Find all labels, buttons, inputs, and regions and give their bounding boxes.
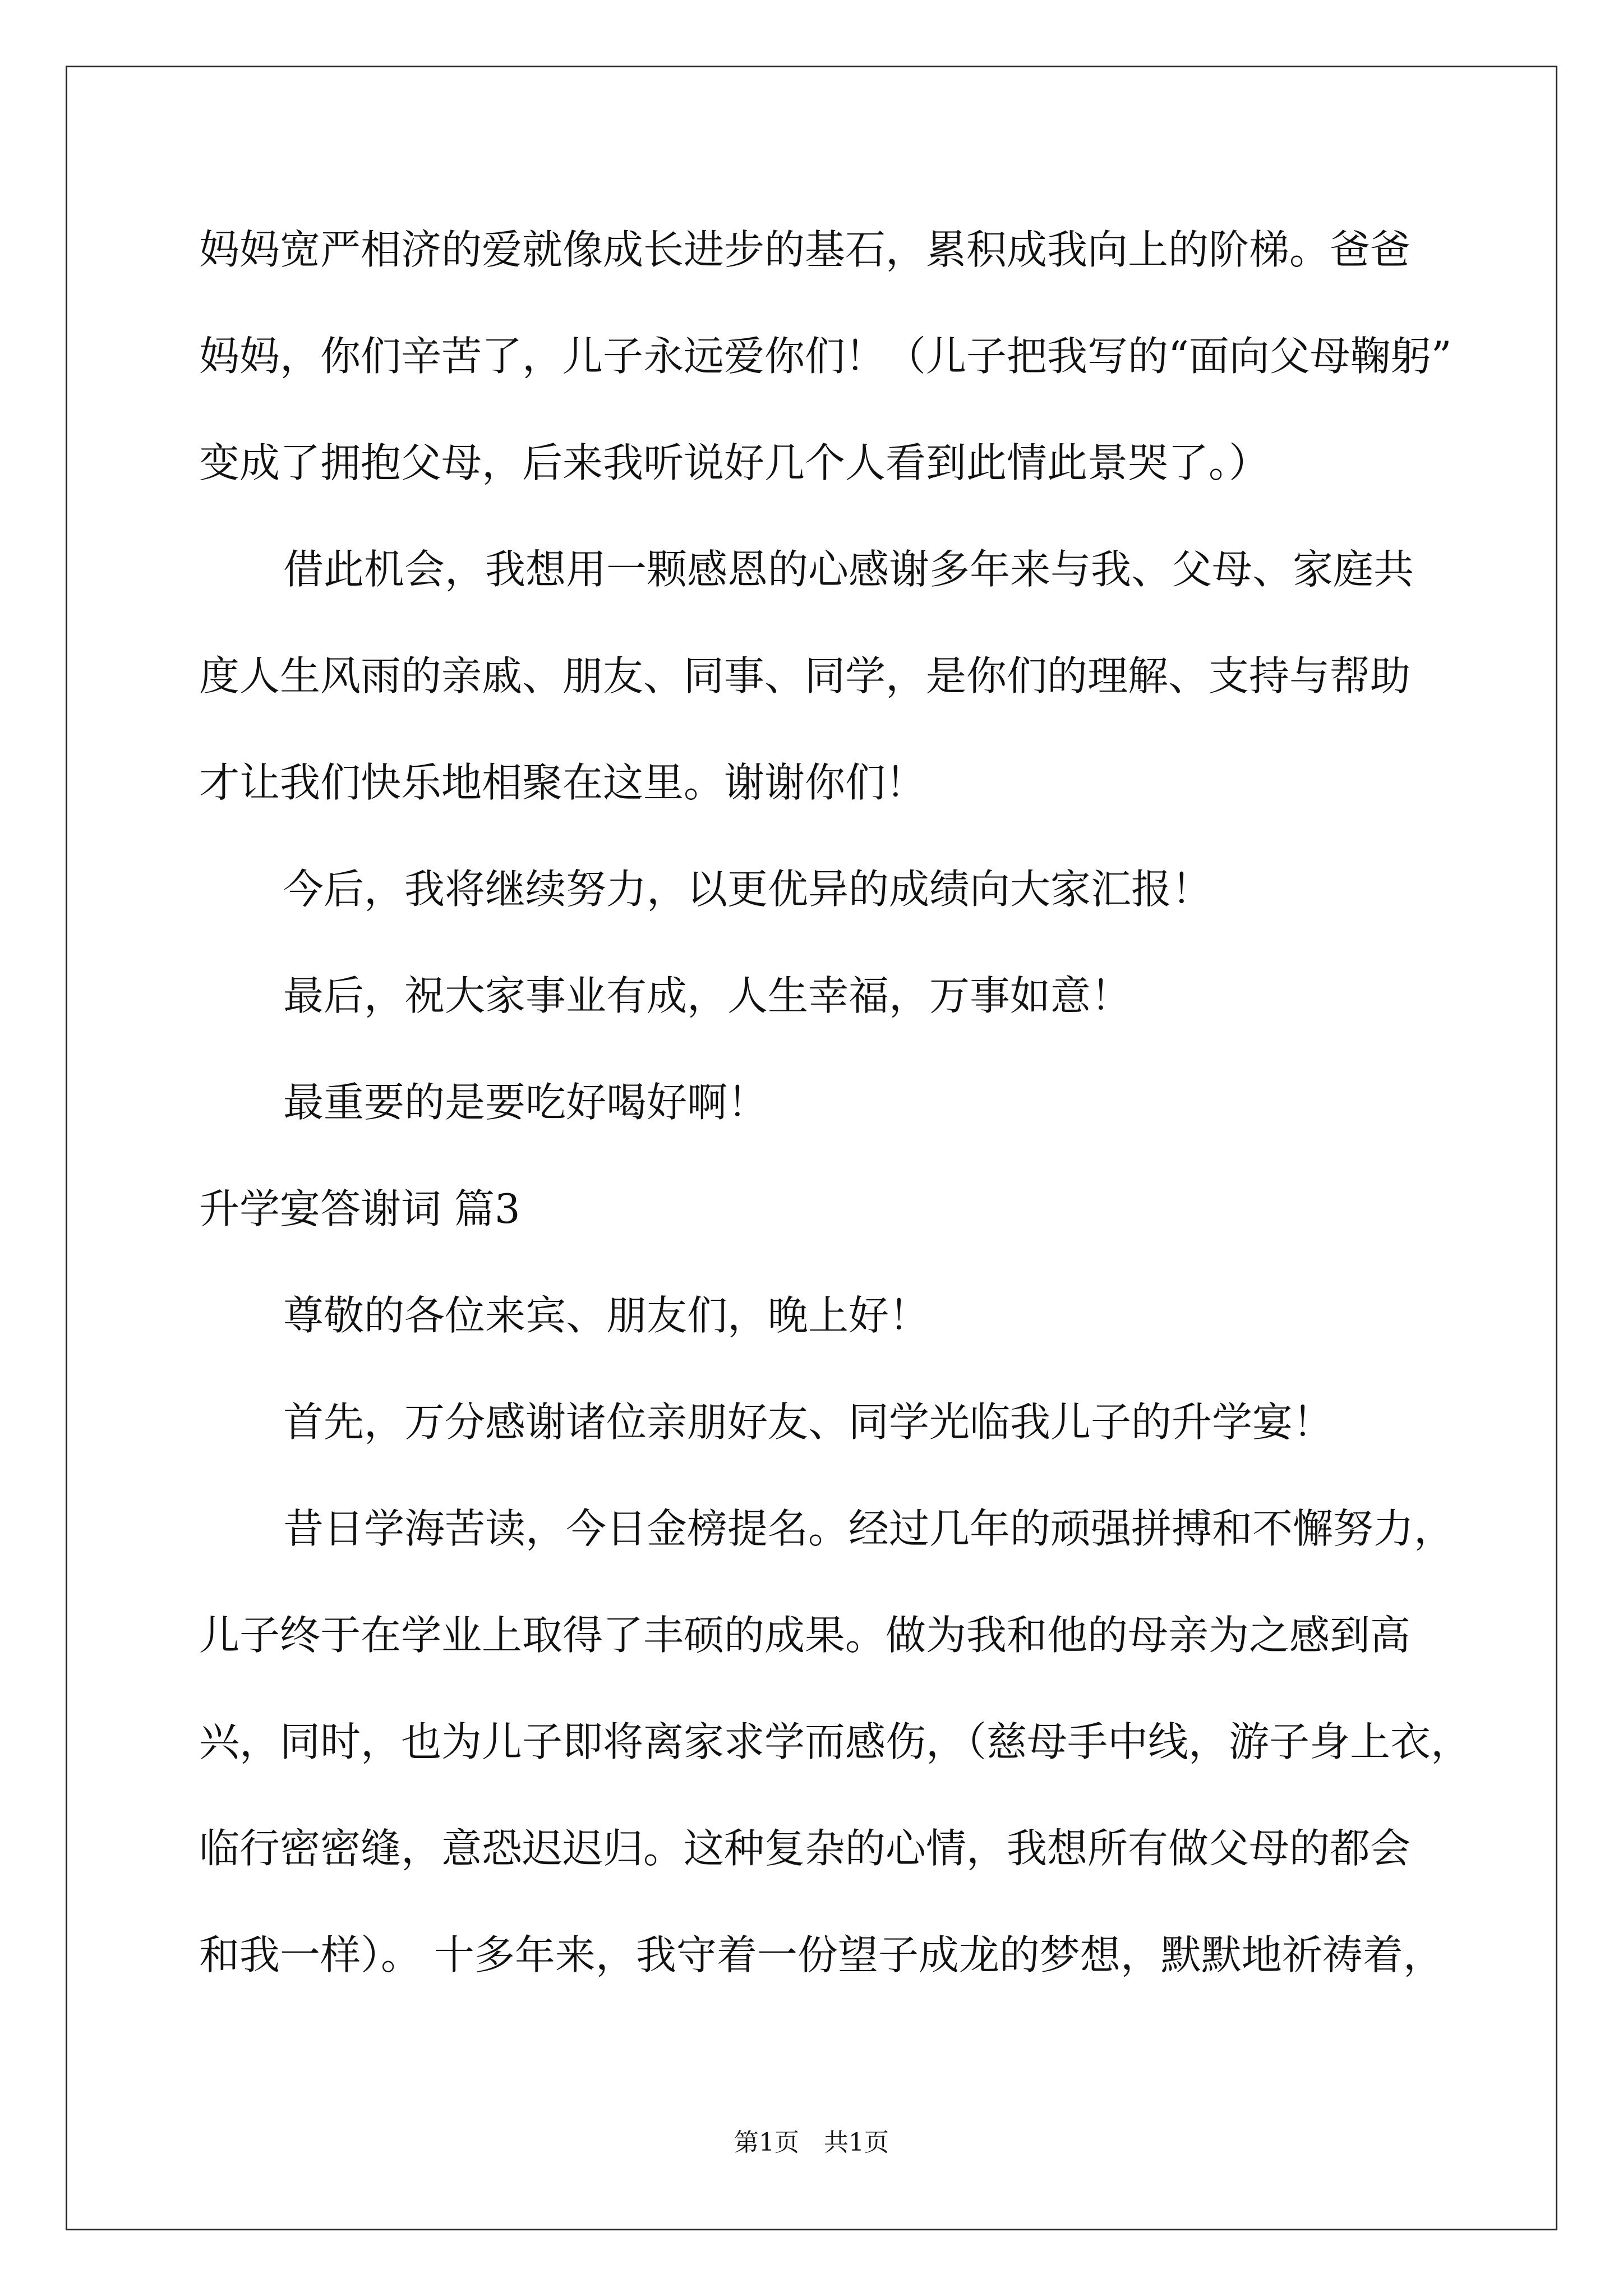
paragraph-line: 尊敬的各位来宾、朋友们，晚上好！ [283, 1292, 930, 1339]
paragraph-line: 昔日学海苦读，今日金榜提名。经过几年的顽强拼搏和不懈努力， [283, 1505, 1455, 1552]
paragraph-line: 和我一样）。 十多年来，我守着一份望子成龙的梦想，默默地祈祷着， [199, 1931, 1444, 1978]
paragraph-line: 妈妈宽严相济的爱就像成长进步的基石，累积成我向上的阶梯。爸爸 [199, 226, 1411, 273]
document-body [199, 219, 1472, 2031]
paragraph-line: 兴，同时，也为儿子即将离家求学而感伤，（慈母手中线，游子身上衣， [199, 1718, 1472, 1765]
paragraph-line: 最后，祝大家事业有成，人生幸福，万事如意！ [283, 972, 1132, 1019]
paragraph-line: 首先，万分感谢诸位亲朋好友、同学光临我儿子的升学宴！ [283, 1398, 1334, 1446]
paragraph-line: 今后，我将继续努力，以更优异的成绩向大家汇报！ [283, 866, 1212, 913]
paragraph-line: 变成了拥抱父母，后来我听说好几个人看到此情此景哭了。） [199, 439, 1270, 486]
paragraph-line: 才让我们快乐地相聚在这里。谢谢你们！ [199, 759, 926, 806]
section-heading: 升学宴答谢词 篇3 [199, 1185, 520, 1232]
paragraph-line: 借此机会，我想用一颗感恩的心感谢多年来与我、父母、家庭共 [283, 546, 1414, 593]
paragraph-line: 儿子终于在学业上取得了丰硕的成果。做为我和他的母亲为之感到高 [199, 1612, 1411, 1659]
page-number-footer: 第1页 共1页 [734, 2128, 889, 2157]
paragraph-line: 临行密密缝，意恐迟迟归。这种复杂的心情，我想所有做父母的都会 [199, 1825, 1411, 1872]
paragraph-line: 最重要的是要吃好喝好啊！ [283, 1079, 768, 1126]
paragraph-line: 度人生风雨的亲戚、朋友、同事、同学，是你们的理解、支持与帮助 [199, 652, 1411, 700]
paragraph-line: 妈妈，你们辛苦了，儿子永远爱你们！（儿子把我写的“面向父母鞠躬” [199, 333, 1452, 380]
